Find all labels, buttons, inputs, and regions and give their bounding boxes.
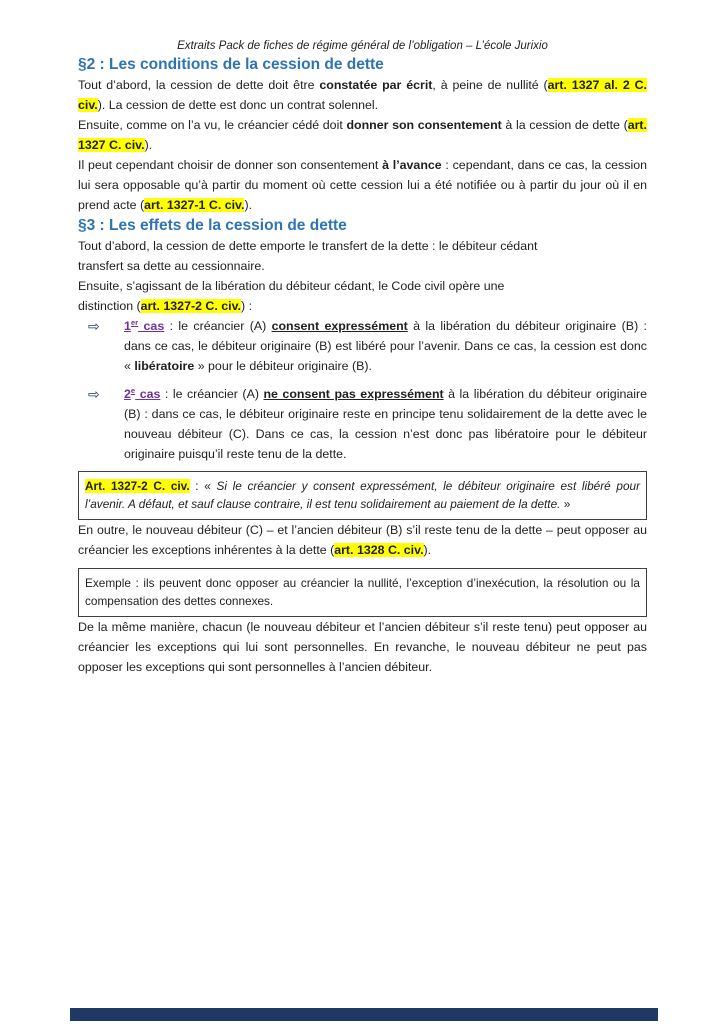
paragraph-exceptions-personnelles: De la même manière, chacun (le nouveau débiteur et l’ancien débiteur s’il reste tenu) peut opposer au créancier les exceptions qui lui sont personnelles. En revanche, le nouveau débiteur ne peut pas opposer les exceptions qui sont personnelles à l’ancien débiteur. bbox=[78, 620, 647, 674]
article-1327-2-quote-box: Art. 1327-2 C. civ. : « Si le créancier y consent expressément, le débiteur originaire est libéré pour l’avenir. A défaut, et sauf clause contraire, il est tenu solidairement au paiement de la dette. » bbox=[78, 471, 647, 520]
paragraph-distinction: Ensuite, s’agissant de la libération du débiteur cédant, le Code civil opère une distinction (art. 1327-2 C. civ.) : bbox=[78, 279, 505, 313]
paragraph-transfert-dette: Tout d’abord, la cession de dette emporte le transfert de la dette : le débiteur cédant transfert sa dette au cessionnaire. bbox=[78, 239, 538, 273]
cas-1-text: 1er cas : le créancier (A) consent expressément à la libération du débiteur originaire (B) : dans ce cas, le débiteur originaire (B) est libéré pour l’avenir. Dans ce cas, la cession est donc « libératoire » pour le débiteur originaire (B). bbox=[124, 317, 648, 373]
list-item-cas-2 bbox=[88, 384, 648, 464]
section3-heading: §3 : Les effets de la cession de dette bbox=[78, 217, 347, 234]
footer-bar bbox=[70, 1008, 658, 1021]
paragraph-ecrit-solennel: Tout d’abord, la cession de dette doit être constatée par écrit, à peine de nullité (art. 1327 al. 2 C. civ.). La cession de dette est donc un contrat solennel. bbox=[78, 78, 647, 112]
paragraph-exceptions-inherentes: En outre, le nouveau débiteur (C) – et l’ancien débiteur (B) s’il reste tenu de la dette – peut opposer au créancier les exceptions inhérentes à la dette (art. 1328 C. civ.). bbox=[78, 523, 647, 557]
arrow-bullet-icon: ⇨ bbox=[88, 318, 100, 334]
cas-2-text: 2e cas : le créancier (A) ne consent pas expressément à la libération du débiteur originaire (B) : dans ce cas, le débiteur originaire reste en principe tenu solidairement de la dette avec le nouveau débiteur (C). Dans ce cas, la cession n’est donc pas libératoire pour le débiteur originaire puisqu’il reste tenu de la dette. bbox=[124, 385, 648, 461]
example-box: Exemple : ils peuvent donc opposer au créancier la nullité, l’exception d’inexécution, la résolution ou la compensation des dettes connexes. bbox=[78, 568, 647, 617]
document-content bbox=[78, 0, 647, 677]
paragraph-consentement-creancier: Ensuite, comme on l’a vu, le créancier cédé doit donner son consentement à la cession de dette (art. 1327 C. civ.). bbox=[78, 118, 647, 152]
list-item-cas-1 bbox=[88, 316, 648, 376]
section2-heading: §2 : Les conditions de la cession de dette bbox=[78, 56, 384, 73]
paragraph-consentement-avance: Il peut cependant choisir de donner son consentement à l’avance : cependant, dans ce cas, la cession lui sera opposable qu’à partir du moment où cette cession lui a été notifiée ou à partir du jour où il en prend acte (art. 1327-1 C. civ.). bbox=[78, 158, 647, 212]
arrow-bullet-icon: ⇨ bbox=[88, 386, 100, 402]
document-header: Extraits Pack de fiches de régime général de l’obligation – L’école Jurixio bbox=[177, 40, 548, 52]
